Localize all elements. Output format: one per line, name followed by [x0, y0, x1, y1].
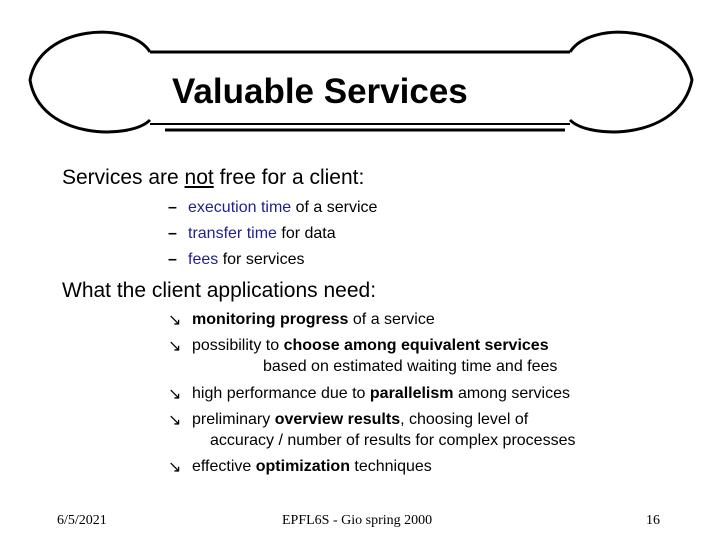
- heading-needs: What the client applications need:: [62, 279, 377, 302]
- need-item: preliminary overview results, choosing level of: [192, 411, 529, 428]
- cost-item: – fees for services: [168, 251, 305, 268]
- need-item-continuation: accuracy / number of results for complex processes: [210, 432, 576, 449]
- footer-page-number: 16: [646, 513, 660, 528]
- cost-item: – transfer time for data: [168, 225, 336, 242]
- arrow-bullet-icon: ↘: [168, 338, 182, 355]
- cost-item: – execution time of a service: [168, 199, 378, 216]
- need-item-continuation: based on estimated waiting time and fees: [263, 358, 558, 375]
- emphasis-not: not: [184, 166, 214, 189]
- footer-center: EPFL6S - Gio spring 2000: [282, 513, 433, 528]
- need-item: possibility to choose among equivalent services: [192, 337, 549, 354]
- arrow-bullet-icon: ↘: [168, 412, 182, 429]
- arrow-bullet-icon: ↘: [168, 459, 182, 476]
- need-item: high performance due to parallelism among services: [192, 385, 570, 402]
- footer-date: 6/5/2021: [57, 513, 107, 528]
- arrow-bullet-icon: ↘: [168, 386, 182, 403]
- need-item: effective optimization techniques: [192, 458, 432, 475]
- arrow-bullet-icon: ↘: [168, 312, 182, 329]
- slide-title: Valuable Services: [172, 72, 468, 111]
- need-item: monitoring progress of a service: [192, 311, 435, 328]
- heading-costs: Services are not free for a client:: [62, 166, 365, 189]
